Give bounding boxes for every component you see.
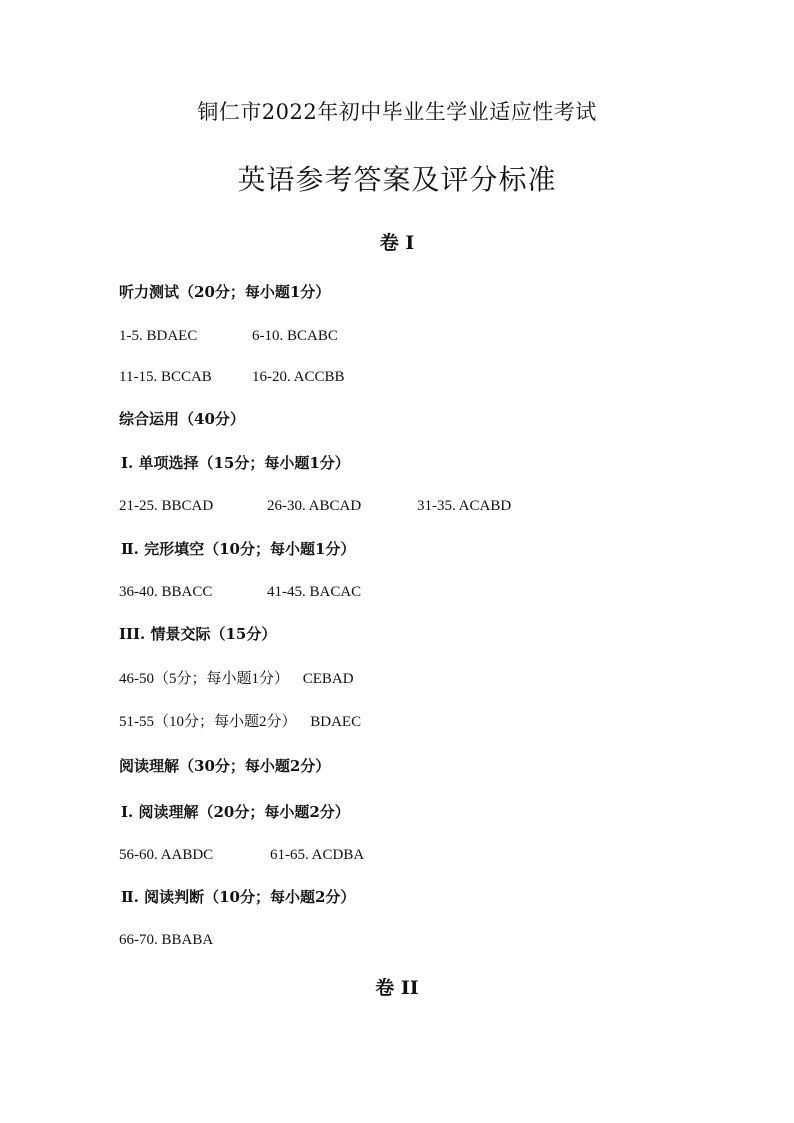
- answer-group-66-70: 66-70. BBABA: [119, 932, 214, 948]
- answer-group-1-5: 1-5. BDAEC: [119, 328, 198, 344]
- answer-group-16-20: 16-20. ACCBB: [252, 369, 345, 385]
- answer-group-36-40: 36-40. BBACC: [119, 584, 213, 600]
- reading-judgement-heading: Ⅱ. 阅读判断（10分；每小题2分）: [121, 888, 356, 906]
- comprehensive-heading: 综合运用（40分）: [119, 410, 245, 428]
- answer-label-51-55: 51-55（10分；每小题2分）: [119, 714, 297, 730]
- single-choice-heading: Ⅰ. 单项选择（15分；每小题1分）: [121, 454, 350, 472]
- situational-answers-46-50: [119, 669, 354, 689]
- reading-comprehension-answers: [119, 845, 719, 865]
- listening-heading: 听力测试（20分；每小题1分）: [119, 283, 331, 301]
- answer-group-41-45: 41-45. BACAC: [267, 584, 362, 600]
- cloze-heading: Ⅱ. 完形填空（10分；每小题1分）: [121, 540, 356, 558]
- answer-group-11-15: 11-15. BCCAB: [119, 369, 212, 385]
- answer-group-26-30: 26-30. ABCAD: [267, 498, 362, 514]
- answer-label-46-50: 46-50（5分；每小题1分）: [119, 671, 289, 687]
- exam-title: 铜仁市2022年初中毕业生学业适应性考试: [197, 100, 597, 124]
- answer-group-56-60: 56-60. AABDC: [119, 847, 214, 863]
- listening-answers-row-2: [119, 367, 719, 387]
- listening-answers-row-1: [119, 326, 719, 346]
- answer-group-31-35: 31-35. ACABD: [417, 498, 512, 514]
- answer-group-6-10: 6-10. BCABC: [252, 328, 338, 344]
- reading-judgement-answers: [119, 930, 213, 950]
- document-title: 英语参考答案及评分标准: [237, 163, 557, 196]
- answer-value-46-50: CEBAD: [302, 671, 354, 687]
- answer-group-21-25: 21-25. BBCAD: [119, 498, 214, 514]
- volume-1-heading: 卷 I: [379, 232, 415, 254]
- answer-group-61-65: 61-65. ACDBA: [270, 847, 365, 863]
- answer-value-51-55: BDAEC: [310, 714, 362, 730]
- reading-heading: 阅读理解（30分；每小题2分）: [119, 757, 331, 775]
- cloze-answers: [119, 582, 719, 602]
- reading-comprehension-heading: Ⅰ. 阅读理解（20分；每小题2分）: [121, 803, 350, 821]
- situational-answers-51-55: [119, 712, 361, 732]
- volume-2-heading: 卷 II: [375, 977, 419, 999]
- single-choice-answers: [119, 496, 719, 516]
- situational-dialogue-heading: III. 情景交际（15分）: [119, 625, 277, 643]
